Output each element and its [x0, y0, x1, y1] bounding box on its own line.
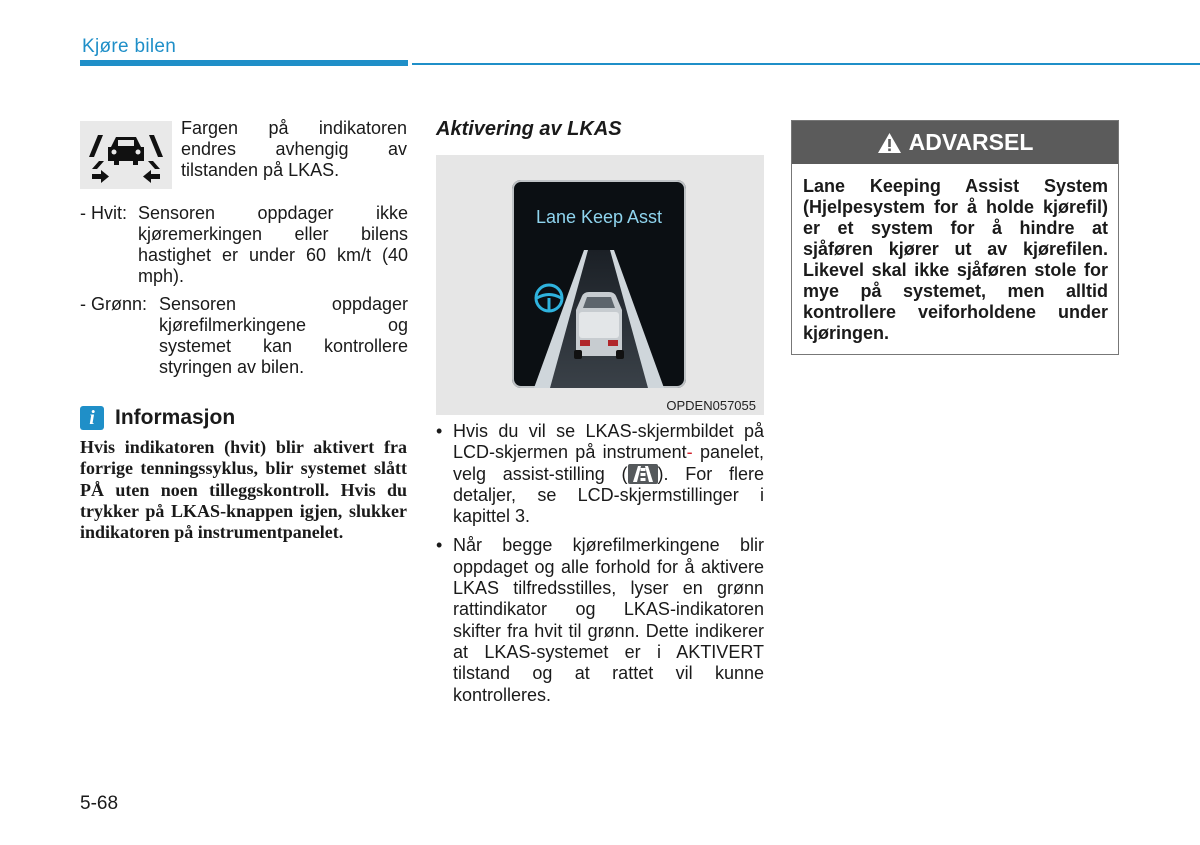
cluster-screen — [512, 180, 686, 388]
assist-mode-icon — [628, 464, 658, 484]
car-illustration — [574, 292, 624, 359]
lkas-indicator-icon — [80, 121, 172, 189]
warning-box — [791, 120, 1119, 355]
bullet-dot: • — [436, 421, 443, 441]
bullet1-part2: panelet, velg assist-stilling ( — [453, 442, 764, 484]
state-white — [80, 203, 408, 287]
header-rule-thin — [412, 63, 1200, 65]
screen-label: Lane Keep Asst — [535, 207, 663, 227]
state-white-text: Sensoren oppdager ikke kjøremerkingen eller bilens hastighet er under 60 km/t (40 mph). — [138, 203, 408, 286]
info-heading — [80, 404, 235, 432]
bullet-dot: • — [436, 535, 443, 556]
page-number: 5-68 — [80, 793, 119, 814]
road-with-car-illustration — [512, 180, 686, 388]
info-body: Hvis indikatoren (hvit) blir aktivert fra forrige tenningssyklus, blir systemet slått PÅ uten noen tilleggskontroll. Hvis du trykker på LKAS-knappen igjen, slukker indikatoren på instrumentpanelet. — [80, 437, 407, 543]
indicator-description: Fargen på indikatoren endres avhengig av tilstanden på LKAS. — [181, 118, 407, 180]
state-green — [80, 294, 408, 378]
state-green-text: Sensoren oppdager kjørefilmerkingene og systemet kan kontrollere styringen av bilen. — [159, 294, 408, 377]
header-rule-thick — [80, 60, 408, 66]
page-header-title: Kjøre bilen — [82, 36, 177, 57]
bullet-item-2 — [436, 535, 764, 705]
bullet-item-1 — [436, 421, 764, 527]
warning-title: ADVARSEL — [908, 129, 1034, 155]
lkas-figure — [436, 155, 764, 415]
bullet-list — [436, 421, 764, 714]
warning-body: Lane Keeping Assist System (Hjelpesystem for å holde kjørefil) er et system for å hindre at sjåføren kjører ut av kjørefilen. Likevel skal ikke sjåføren stole for mye på systemet, men alltid kontrollere veiforholdene under kjøringen. — [803, 176, 1108, 343]
bullet1-part1: Hvis du vil se LKAS-skjermbildet på LCD-skjermen på instrument — [453, 421, 764, 463]
state-white-label: - Hvit: — [80, 203, 127, 223]
info-icon: i — [80, 406, 104, 430]
warning-header — [792, 121, 1118, 164]
info-title: Informasjon — [115, 406, 236, 429]
section-title: Aktivering av LKAS — [436, 118, 622, 140]
bullet1-hyphen: - — [686, 442, 693, 463]
bullet2-text: Når begge kjørefilmerkingene blir oppdaget og alle forhold for å aktivere LKAS tilfredsstilles, lyser en grønn rattindikator og LKAS-indikatoren skifter fra hvit til grønn. Dette indikerer at LKAS-systemet er i AKTIVERT tilstand og at rattet vil kunne kontrolleres. — [453, 535, 764, 705]
warning-triangle-icon — [877, 132, 902, 154]
bullet1-part3: ). For flere detaljer, se LCD-skjermstillinger i kapittel 3. — [453, 463, 764, 527]
figure-caption: OPDEN057055 — [666, 398, 756, 413]
state-green-label: - Grønn: — [80, 294, 148, 314]
